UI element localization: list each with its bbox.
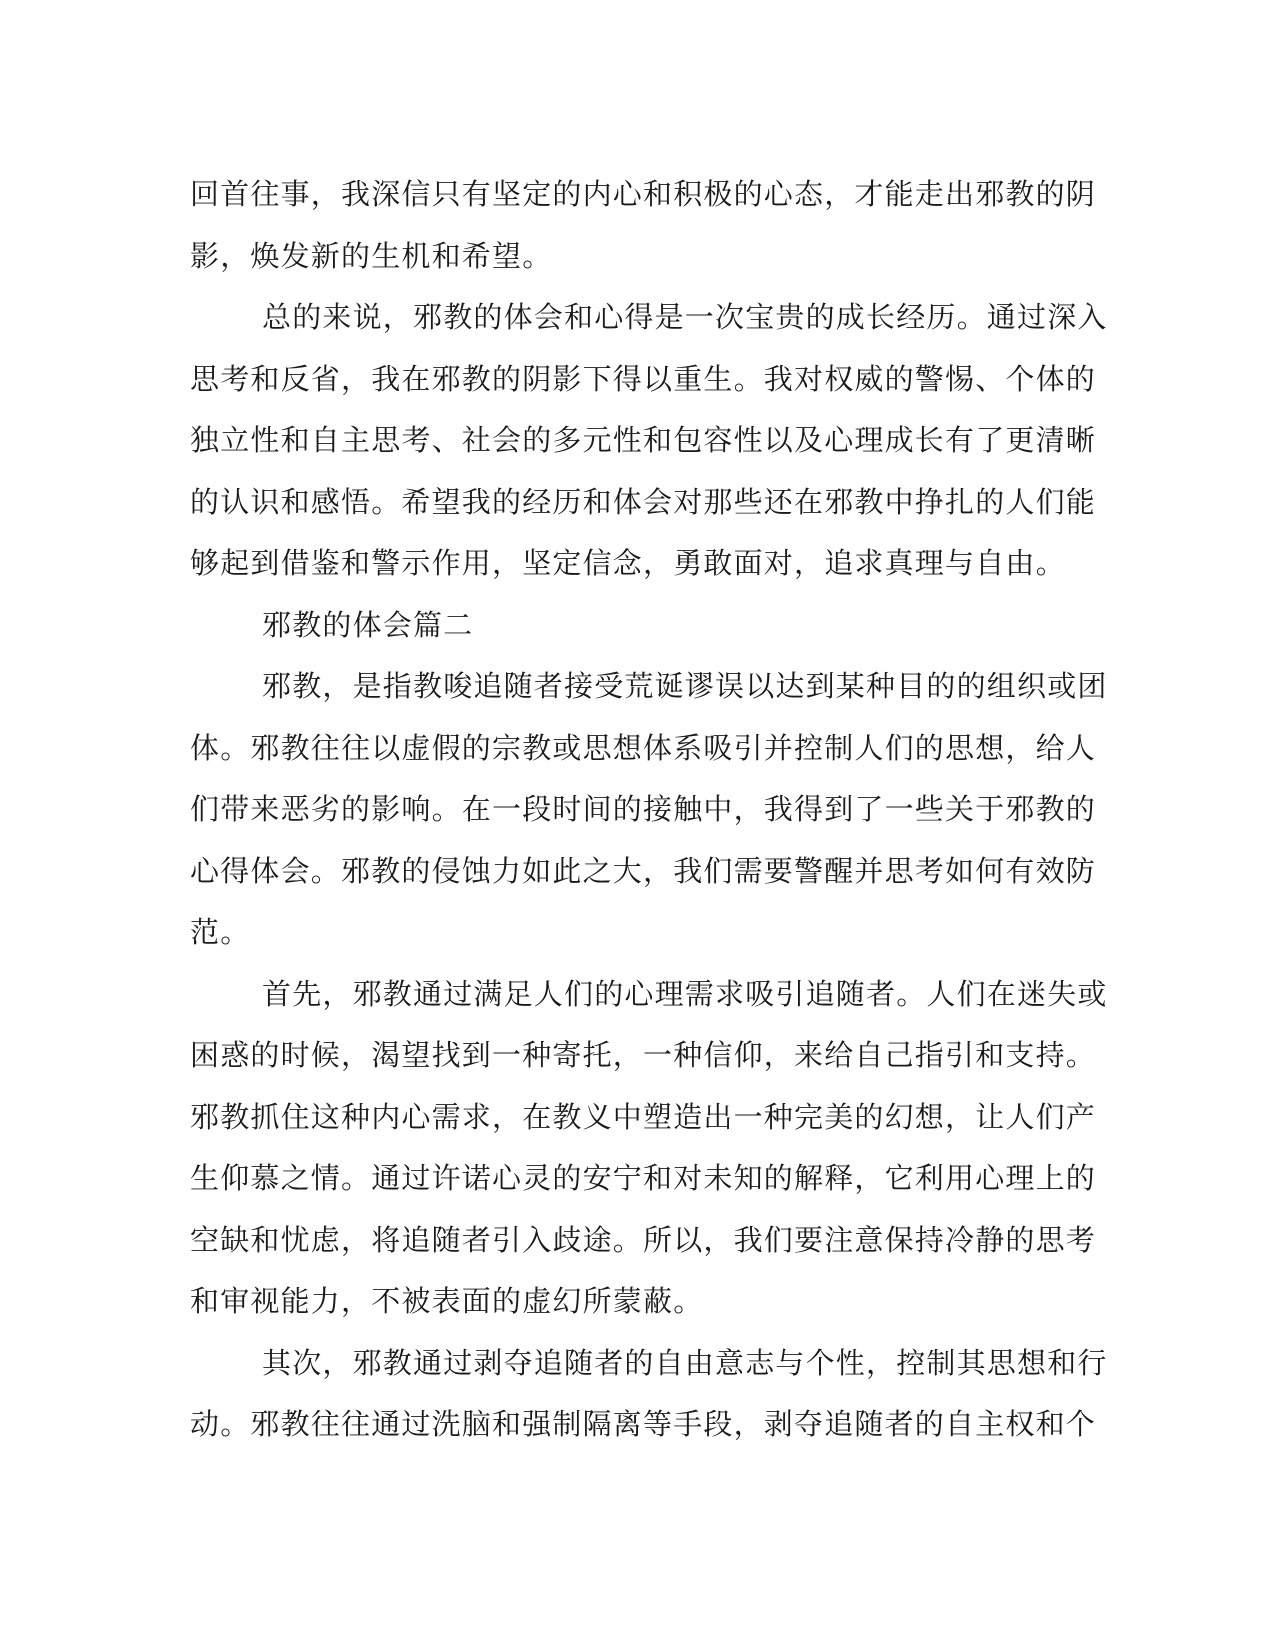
document-body [190, 164, 1108, 1456]
paragraph-4 [190, 964, 1108, 1333]
text-line: 邪教，是指教唆追随者接受荒诞谬误以达到某种目的的组织或团 [262, 669, 1108, 703]
section-heading [190, 595, 1070, 657]
text-line: 困惑的时候，渴望找到一种寄托，一种信仰，来给自己指引和支持。 [190, 1038, 1097, 1072]
text-line: 首先，邪教通过满足人们的心理需求吸引追随者。人们在迷失或 [262, 976, 1108, 1011]
text-line: 邪教抓住这种内心需求，在教义中塑造出一种完美的幻想，让人们产 [190, 1099, 1097, 1134]
text-line: 们带来恶劣的影响。在一段时间的接触中，我得到了一些关于邪教的 [190, 792, 1097, 826]
text-line: 回首往事，我深信只有坚定的内心和积极的心态，才能走出邪教的阴 [190, 177, 1097, 211]
text-line: 影，焕发新的生机和希望。 [190, 238, 553, 273]
text-line: 其次，邪教通过剥夺追随者的自由意志与个性，控制其思想和行 [262, 1345, 1108, 1380]
text-line: 独立性和自主思考、社会的多元性和包容性以及心理成长有了更清晰 [190, 423, 1097, 457]
text-line: 空缺和忧虑，将追随者引入歧途。所以，我们要注意保持冷静的思考 [190, 1222, 1097, 1257]
paragraph-1 [190, 164, 1097, 287]
section-title: 邪教的体会篇二 [262, 607, 474, 642]
text-line: 生仰慕之情。通过许诺心灵的安宁和对未知的解释，它利用心理上的 [190, 1161, 1097, 1195]
text-line: 动。邪教往往通过洗脑和强制隔离等手段，剥夺追随者的自主权和个 [190, 1407, 1097, 1441]
paragraph-3 [190, 656, 1108, 964]
text-line: 范。 [190, 915, 251, 949]
text-line: 体。邪教往往以虚假的宗教或思想体系吸引并控制人们的思想，给人 [190, 730, 1097, 765]
text-line: 够起到借鉴和警示作用，坚定信念，勇敢面对，追求真理与自由。 [190, 546, 1066, 580]
text-line: 和审视能力，不被表面的虚幻所蒙蔽。 [190, 1284, 704, 1318]
text-line: 的认识和感悟。希望我的经历和体会对那些还在邪教中挣扎的人们能 [190, 484, 1097, 519]
text-line: 总的来说，邪教的体会和心得是一次宝贵的成长经历。通过深入 [262, 300, 1108, 334]
paragraph-2 [190, 287, 1108, 595]
text-line: 心得体会。邪教的侵蚀力如此之大，我们需要警醒并思考如何有效防 [190, 853, 1097, 888]
text-line: 思考和反省，我在邪教的阴影下得以重生。我对权威的警惕、个体的 [190, 361, 1097, 396]
paragraph-5 [190, 1333, 1108, 1456]
